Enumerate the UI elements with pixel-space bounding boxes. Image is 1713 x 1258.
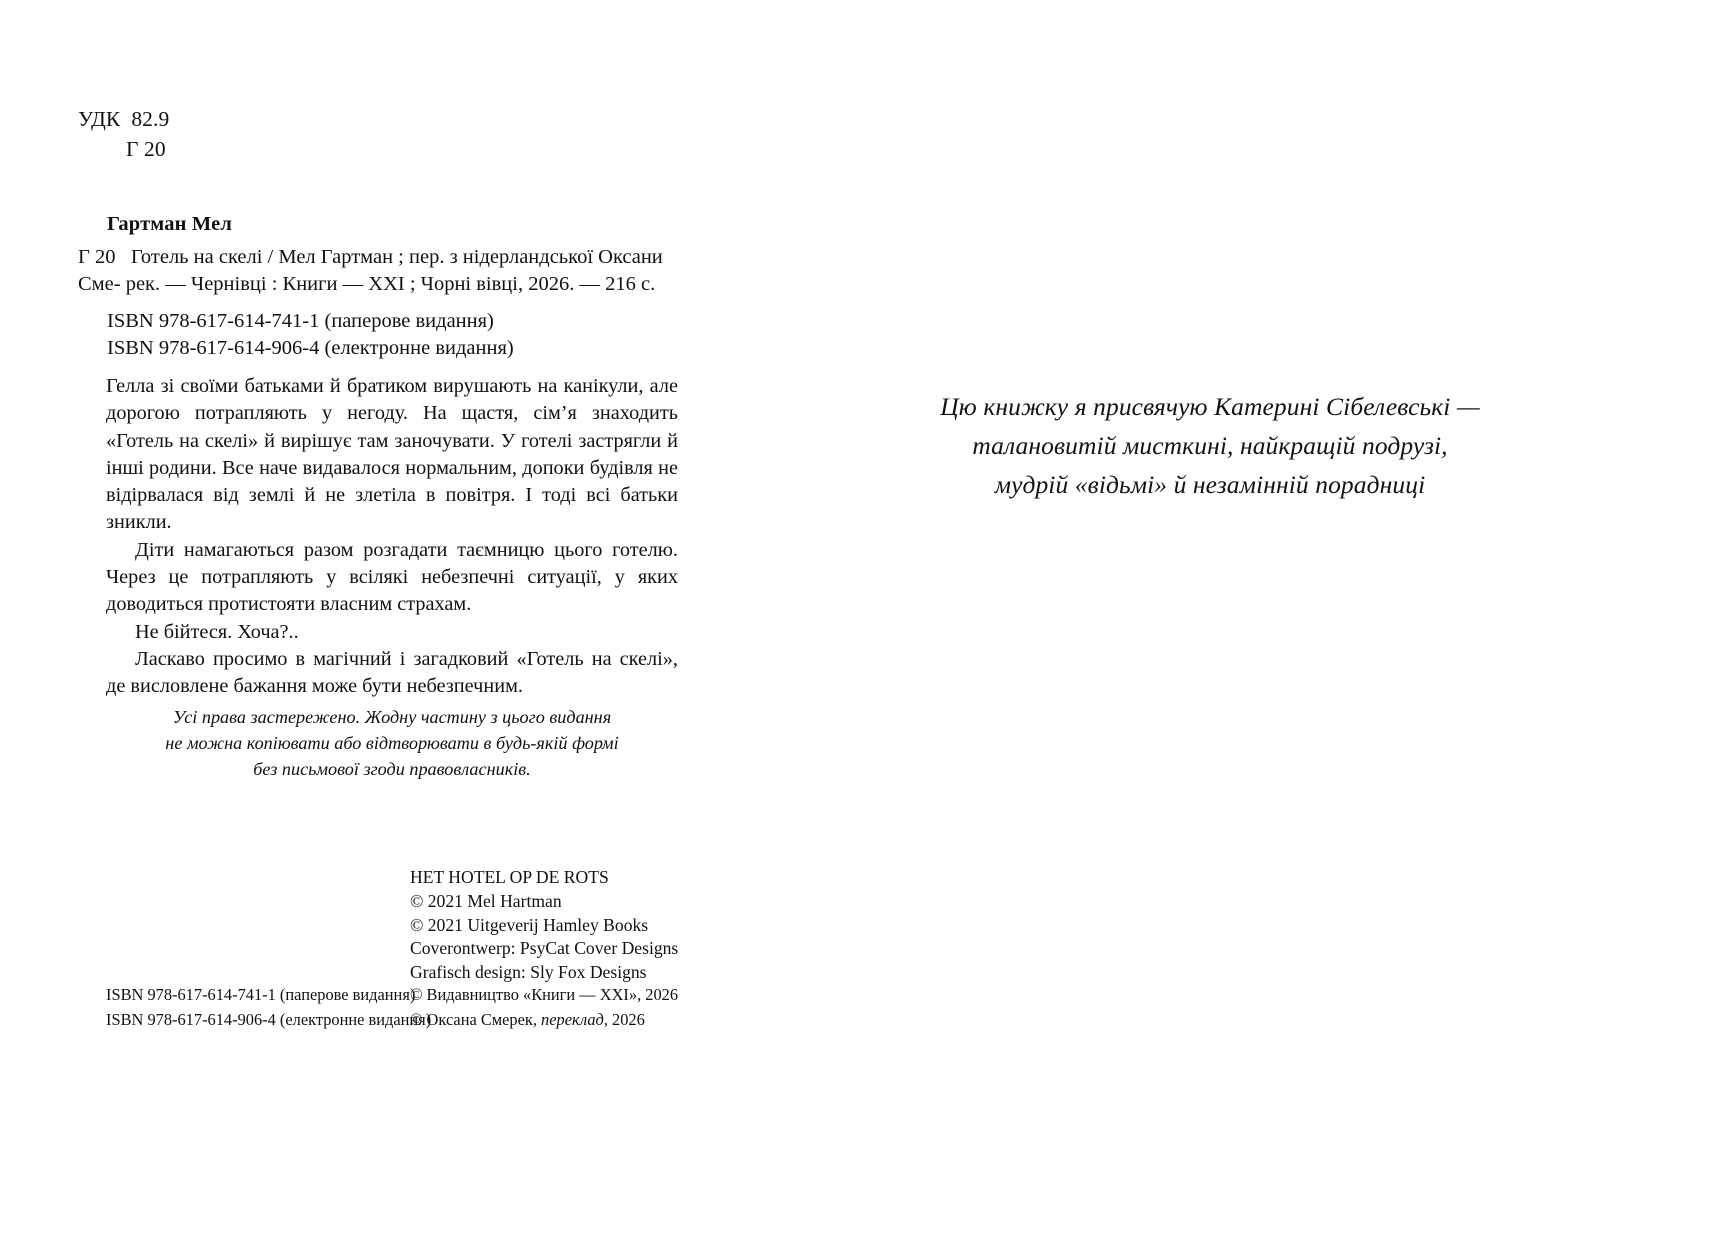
translator-copyright [410,1007,678,1032]
udk-line [78,105,169,135]
original-copyright-author: © 2021 Mel Hartman [410,890,562,911]
cip-entry-code: Г 20 [78,246,116,268]
translator-copyright-name: © Оксана Смерек, [410,1010,542,1030]
recto-page [860,0,1713,1258]
original-copyright-publisher: © 2021 Uitgeverij Hamley Books [410,914,649,935]
dedication-line: талановитій мисткині, найкращій подрузі, [972,430,1448,460]
original-credits-block [410,866,678,985]
cip-block [78,213,678,298]
dedication-block [860,388,1560,504]
annotation-paragraph: Діти намагаються разом розгадати таємницю цього готелю. Через це потрапляють у всілякі небезпечні ситуації, у яких доводиться протистояти власним страхам. [106,538,678,616]
cip-author-name: Гартман Мел [107,213,233,235]
bottom-copyright-block [410,982,678,1033]
bottom-isbn-print: ISBN 978-617-614-741-1 (паперове видання) [106,985,416,1004]
dedication-line: мудрій «відьмі» й незамінній порадниці [994,469,1426,499]
rights-notice-line: Усі права застережено. Жодну частину з цього видання [172,707,612,727]
annotation-paragraph: Не бійтеся. Хоча?.. [135,620,299,643]
dedication-line: Цю книжку я присвячую Катерині Сібелевські — [940,392,1480,421]
udk-value: 82.9 [131,107,170,131]
verso-page [0,0,760,1258]
udk-label: УДК [78,107,121,131]
annotation-paragraph: Ласкаво просимо в магічний і загадковий «Готель на скелі», де висловлене бажання може бути небезпечним. [106,647,678,698]
bottom-isbn-block [106,982,431,1033]
isbn-block [107,308,514,363]
cip-description [78,244,677,298]
cip-description-line-2: рек. — Чернівці : Книги — XXI ; Чорні вівці, 2026. — 216 с. [125,272,656,295]
udk-author-code: Г 20 [126,136,166,161]
isbn-electronic: ISBN 978-617-614-906-4 (електронне видання) [107,337,514,360]
graphic-design-credit: Grafisch design: Sly Fox Designs [410,962,647,983]
annotation-block [106,373,678,701]
translator-copyright-year: , 2026 [603,1010,645,1030]
cip-gap [115,246,130,268]
isbn-print: ISBN 978-617-614-741-1 (паперове видання) [107,310,494,332]
translator-copyright-role: переклад [541,1010,604,1030]
udk-block [78,105,169,164]
udk-spacer [120,107,131,131]
cover-design-credit: Coverontwerp: PsyCat Cover Designs [410,938,679,959]
rights-notice [106,705,678,783]
publisher-copyright: © Видавництво «Книги — XXI», 2026 [410,985,679,1004]
rights-notice-line: не можна копіювати або відтворювати в будь-якій формі [165,732,619,753]
bottom-isbn-electronic: ISBN 978-617-614-906-4 (електронне видання) [106,1010,432,1030]
annotation-paragraph: Гелла зі своїми батьками й братиком вирушають на канікули, але дорогою потрапляють у негоду. На щастя, сім’я знаходить «Готель на скелі» й вирішує там заночувати. У готелі застрягли й інші родини. Все наче видавалося нормальним, допоки будівля не відірвалася від землі й не злетіла в повітря. І тоді всі батьки зникли. [106,375,678,534]
cip-description-line-1: Готель на скелі / Мел Гартман ; пер. з нідерландської Оксани Сме- [78,246,663,295]
rights-notice-line: без письмової згоди правовласників. [253,758,531,779]
original-title: HET HOTEL OP DE ROTS [410,867,609,887]
